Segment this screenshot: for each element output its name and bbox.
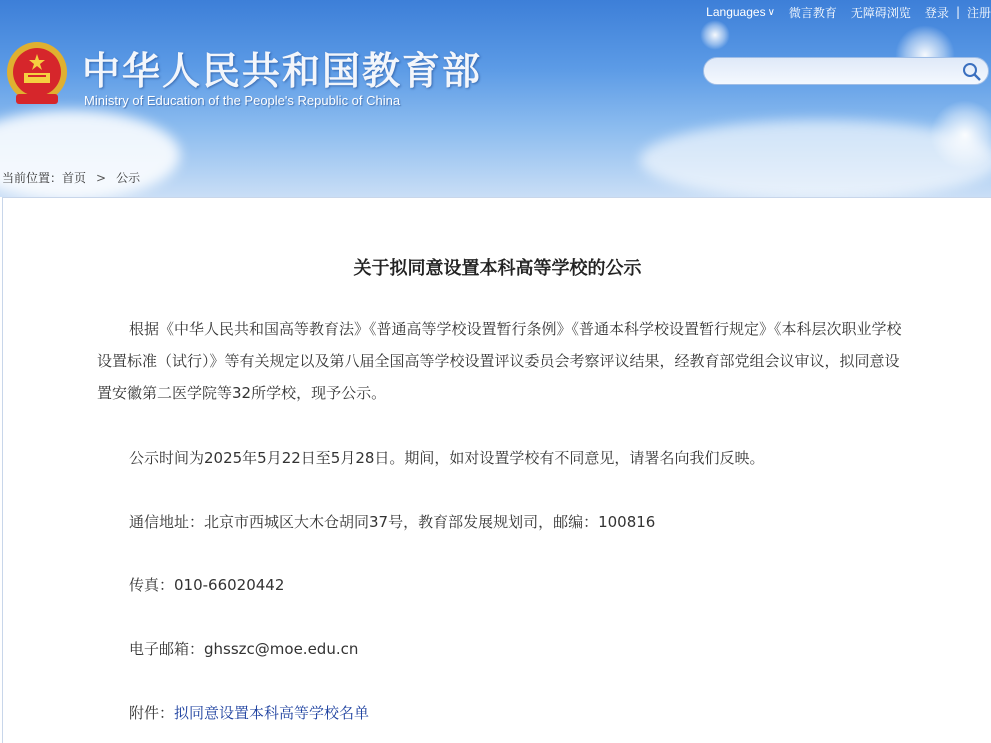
breadcrumb-home[interactable]: 首页 bbox=[62, 171, 87, 185]
article-paragraph: 传真：010-66020442 bbox=[129, 576, 285, 594]
site-header bbox=[0, 0, 991, 197]
breadcrumb-current[interactable]: 公示 bbox=[116, 171, 141, 185]
article-paragraph: 根据《中华人民共和国高等教育法》《普通高等学校设置暂行条例》《普通本科学校设置暂行规定》《本科层次职业学校设置标准（试行）》等有关规定以及第八届全国高等学校设置评议委员会考察评议结果，经教育部党组会议审议，拟同意设置安徽第二医学院等32所学校，现予公示。 bbox=[97, 320, 902, 402]
attachment-label: 附件： bbox=[129, 704, 175, 722]
languages-link[interactable]: Languages bbox=[706, 5, 766, 19]
breadcrumb-prefix: 当前位置： bbox=[2, 171, 63, 185]
login-link[interactable]: 登录 bbox=[924, 5, 949, 20]
attachment-link[interactable]: 拟同意设置本科高等学校名单 bbox=[174, 704, 370, 722]
top-nav bbox=[706, 3, 991, 21]
national-emblem-icon bbox=[4, 40, 70, 110]
article-title: 关于拟同意设置本科高等学校的公示 bbox=[353, 258, 642, 279]
attachment-paragraph bbox=[97, 697, 907, 729]
article-paragraph: 电子邮箱：ghsszc@moe.edu.cn bbox=[129, 640, 359, 658]
chevron-down-icon[interactable]: ∨ bbox=[767, 6, 775, 18]
site-subtitle: Ministry of Education of the People's Republic of China bbox=[84, 93, 401, 108]
article-paragraph: 公示时间为2025年5月22日至5月28日。期间，如对设置学校有不同意见，请署名向我们反映。 bbox=[129, 449, 765, 467]
accessibility-link[interactable]: 无障碍浏览 bbox=[850, 5, 911, 20]
divider: | bbox=[955, 5, 960, 19]
article-content bbox=[2, 197, 991, 743]
breadcrumb bbox=[2, 169, 140, 186]
search-icon[interactable] bbox=[962, 62, 982, 82]
weiyan-link[interactable]: 微言教育 bbox=[788, 5, 837, 20]
search-input[interactable] bbox=[716, 62, 960, 82]
dandelion-decoration bbox=[930, 100, 991, 170]
search-box bbox=[703, 57, 989, 85]
breadcrumb-separator: > bbox=[96, 171, 107, 185]
article-paragraph: 通信地址：北京市西城区大木仓胡同37号，教育部发展规划司，邮编：100816 bbox=[129, 513, 656, 531]
register-link[interactable]: 注册 bbox=[966, 5, 991, 20]
site-title[interactable]: 中华人民共和国教育部 bbox=[82, 49, 483, 93]
dandelion-decoration bbox=[700, 20, 730, 50]
